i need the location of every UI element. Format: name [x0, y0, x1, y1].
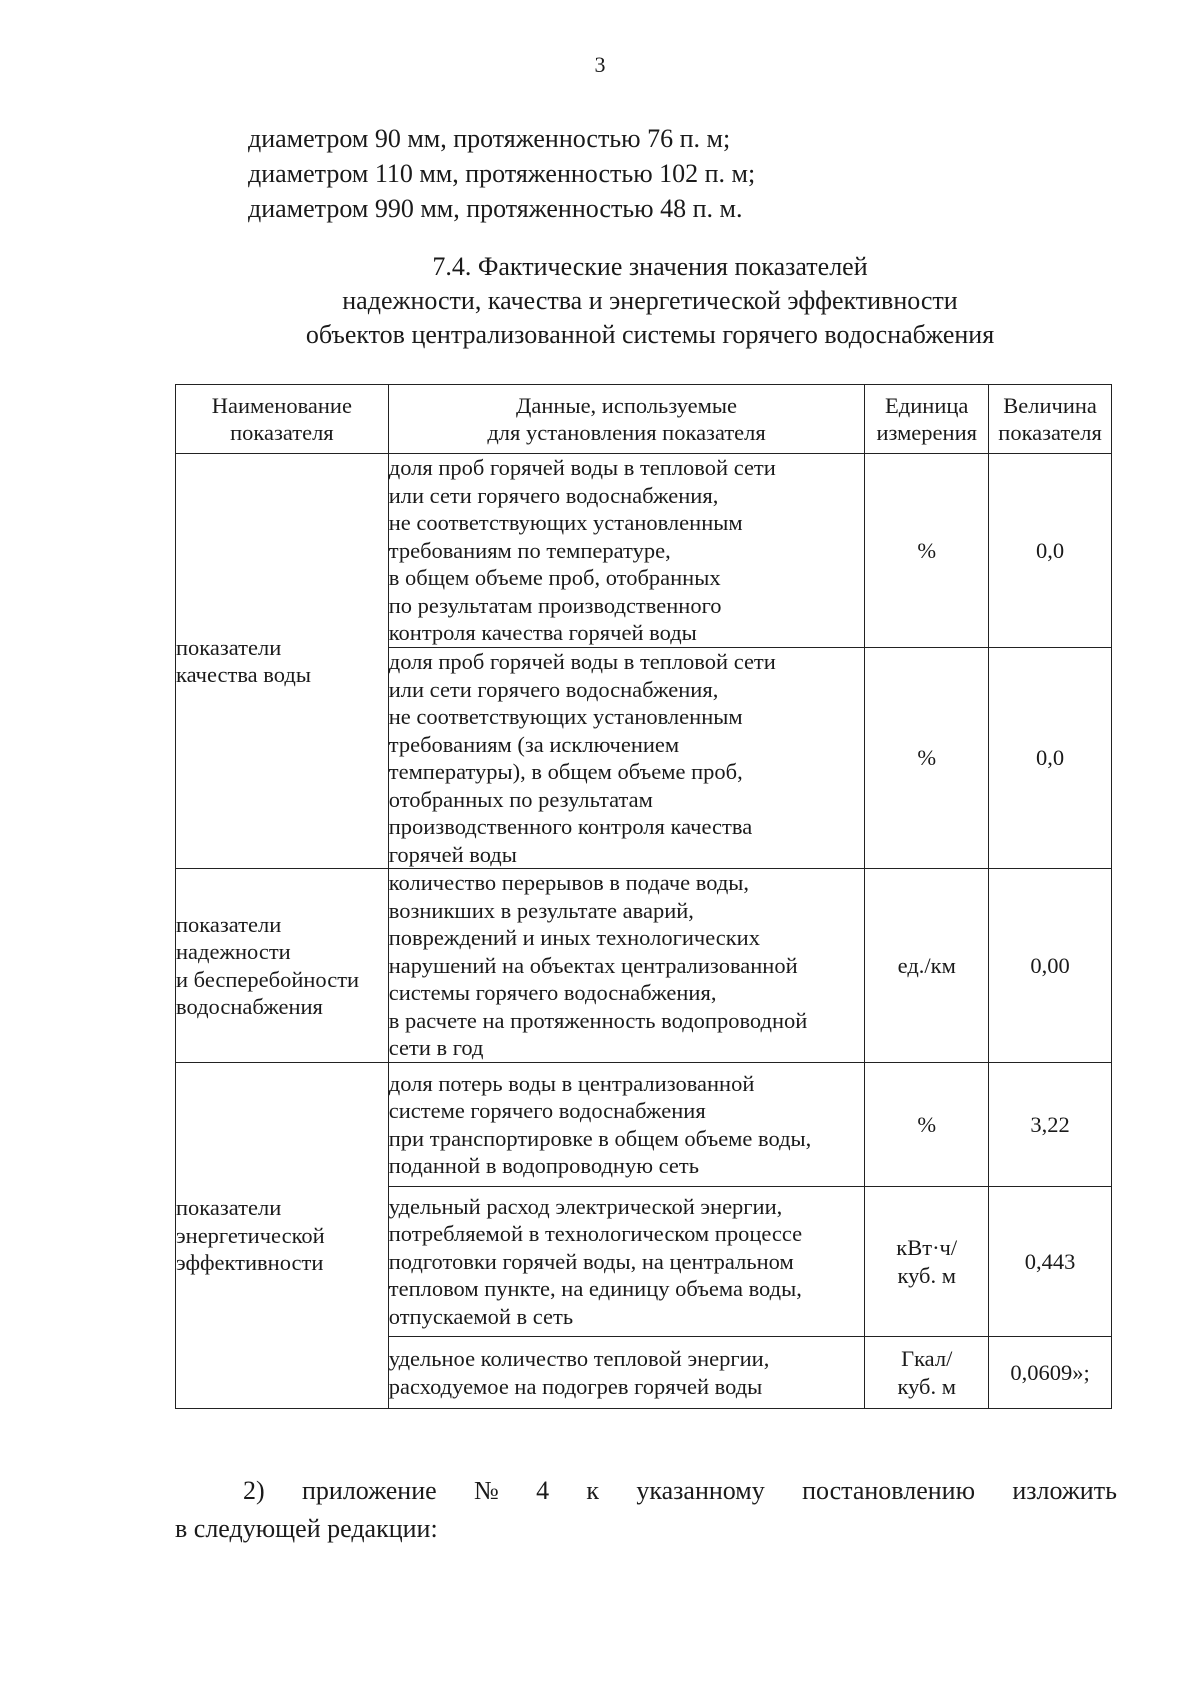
closing-word: указанному — [636, 1476, 765, 1505]
closing-word: 2) — [243, 1476, 265, 1505]
table-row — [176, 869, 1112, 1063]
closing-word: постановлению — [802, 1476, 975, 1505]
closing-line: в следующей редакции: — [175, 1514, 438, 1543]
closing-paragraph — [175, 1472, 1117, 1548]
intro-line: диаметром 110 мм, протяженностью 102 п. м; — [248, 159, 756, 188]
row-value: 0,0 — [989, 648, 1112, 869]
header-value: Величина показателя — [989, 385, 1112, 454]
header-source-data: Данные, используемые для установления показателя — [388, 385, 865, 454]
row-unit: Гкал/ куб. м — [865, 1337, 989, 1409]
row-value: 0,0609»; — [989, 1337, 1112, 1409]
header-indicator-name: Наименование показателя — [176, 385, 389, 454]
table-row — [176, 1063, 1112, 1187]
closing-word: приложение — [301, 1476, 437, 1505]
section-title-line: объектов централизованной системы горячего водоснабжения — [305, 320, 995, 349]
group-name-reliability: показатели надежности и бесперебойности водоснабжения — [176, 869, 389, 1063]
table-header-row — [176, 385, 1112, 454]
intro-line: диаметром 990 мм, протяженностью 48 п. м. — [248, 194, 743, 223]
closing-word: 4 — [536, 1476, 550, 1505]
row-unit: % — [865, 1063, 989, 1187]
closing-word: к — [586, 1476, 600, 1505]
intro-paragraph — [248, 121, 755, 226]
header-unit: Единица измерения — [865, 385, 989, 454]
row-description: удельный расход электрической энергии, потребляемой в технологическом процессе подготовки горячей воды, на центральном тепловом пункте, на единицу объема воды, отпускаемой в сеть — [388, 1187, 865, 1337]
row-description: количество перерывов в подаче воды, возникших в результате аварий, повреждений и иных технологических нарушений на объектах централизованной системы горячего водоснабжения, в расчете на протяженность водопроводной сети в год — [388, 869, 865, 1063]
section-title-line: 7.4. Фактические значения показателей — [432, 252, 868, 281]
row-value: 0,00 — [989, 869, 1112, 1063]
group-name-energy-efficiency: показатели энергетической эффективности — [176, 1063, 389, 1409]
group-name-water-quality: показатели качества воды — [176, 454, 389, 869]
row-value: 0,0 — [989, 454, 1112, 648]
row-description: доля проб горячей воды в тепловой сети или сети горячего водоснабжения, не соответствующих установленным требованиям по температуре, в общем объеме проб, отобранных по результатам производственного контроля качества горячей воды — [388, 454, 865, 648]
intro-line: диаметром 90 мм, протяженностью 76 п. м; — [248, 124, 731, 153]
section-title-line: надежности, качества и энергетической эффективности — [342, 286, 958, 315]
closing-word: № — [473, 1476, 499, 1505]
closing-line — [175, 1472, 1117, 1510]
table-row — [176, 454, 1112, 648]
row-unit: кВт·ч/ куб. м — [865, 1187, 989, 1337]
row-value: 0,443 — [989, 1187, 1112, 1337]
section-title — [180, 250, 1120, 352]
row-unit: % — [865, 648, 989, 869]
row-description: доля потерь воды в централизованной системе горячего водоснабжения при транспортировке в общем объеме воды, поданной в водопроводную сеть — [388, 1063, 865, 1187]
row-description: удельное количество тепловой энергии, расходуемое на подогрев горячей воды — [388, 1337, 865, 1409]
row-unit: % — [865, 454, 989, 648]
row-value: 3,22 — [989, 1063, 1112, 1187]
closing-word: изложить — [1012, 1476, 1117, 1505]
row-description: доля проб горячей воды в тепловой сети или сети горячего водоснабжения, не соответствующих установленным требованиям (за исключением температуры), в общем объеме проб, отобранных по результатам производственного контроля качества горячей воды — [388, 648, 865, 869]
row-unit: ед./км — [865, 869, 989, 1063]
indicators-table — [175, 384, 1112, 1409]
page-number: 3 — [594, 52, 606, 77]
